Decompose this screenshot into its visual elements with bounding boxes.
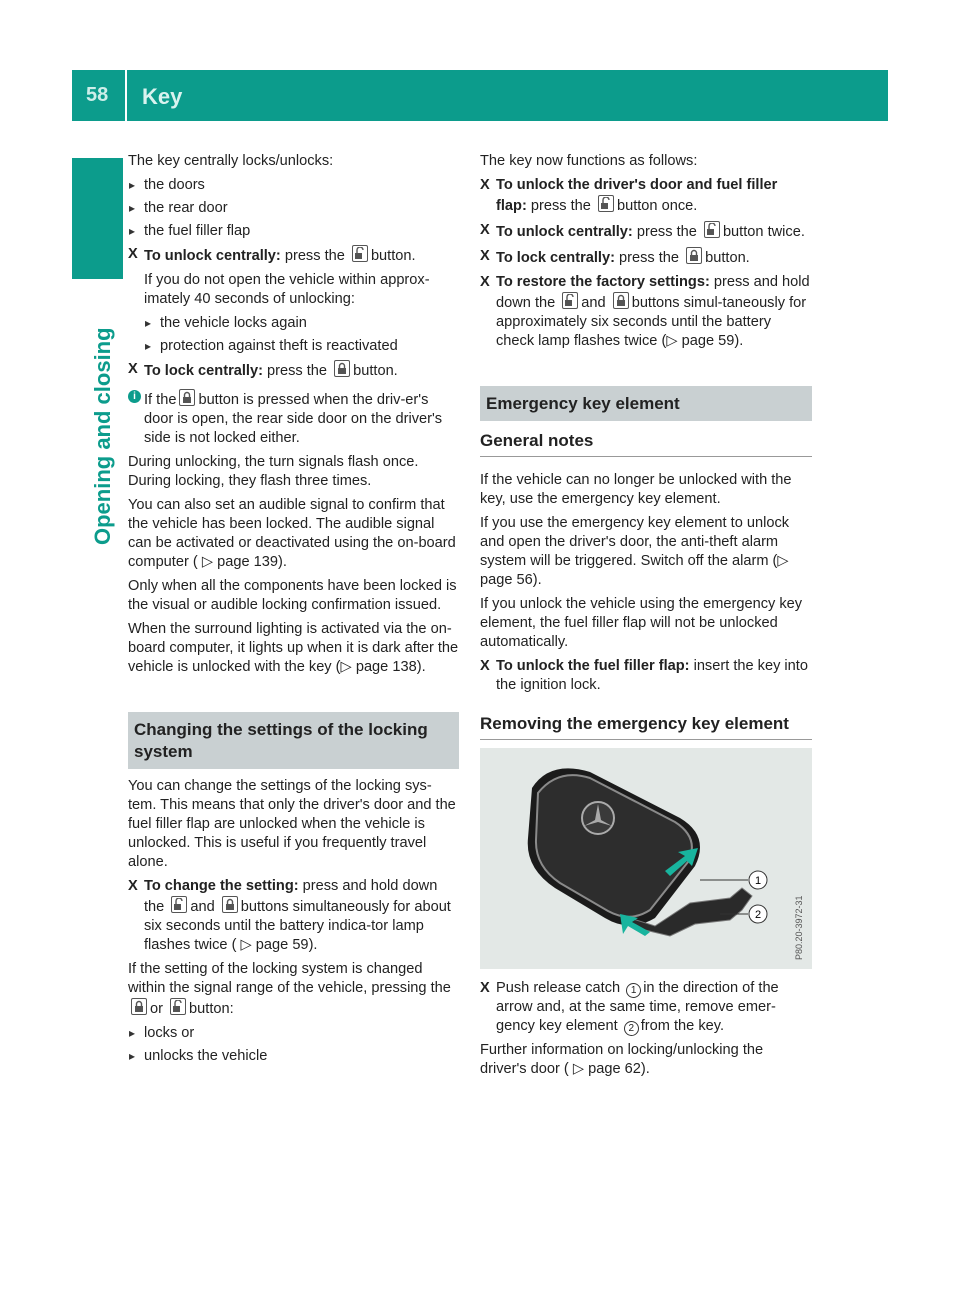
callout-2: 2 bbox=[754, 909, 762, 921]
page-link[interactable]: page 138 bbox=[355, 659, 417, 675]
lock-icon bbox=[131, 998, 147, 1015]
list-item: ▸ protection against theft is reactivated bbox=[144, 337, 459, 356]
section-heading: Emergency key element bbox=[480, 386, 812, 421]
unlock-icon bbox=[598, 195, 614, 212]
step-marker-icon: X bbox=[128, 361, 138, 377]
paragraph: If the setting of the locking system is changed within the signal range of the vehicle, pressing the or button: bbox=[128, 961, 451, 1017]
list-item: ▸ the doors bbox=[128, 176, 459, 195]
info-note: i If the button is pressed when the driv-er's door is open, the rear side door on the driver's side is not locked either. bbox=[128, 389, 459, 448]
step-label: To lock centrally: bbox=[144, 363, 263, 379]
list-item: ▸ locks or bbox=[128, 1024, 459, 1043]
step-label: To unlock centrally: bbox=[144, 248, 281, 264]
chapter-label: Opening and closing bbox=[90, 327, 115, 545]
step-marker-icon: X bbox=[480, 658, 490, 674]
page-link[interactable]: page 59 bbox=[681, 333, 735, 349]
paragraph: During unlocking, the turn signals flash once. During locking, they flash three times. bbox=[128, 454, 419, 489]
paragraph: If the vehicle can no longer be unlocked with the key, use the emergency key element. bbox=[480, 472, 792, 507]
page-header bbox=[72, 70, 888, 121]
step-lock-centrally: X To lock centrally: press the button. bbox=[480, 248, 750, 266]
callout-1-icon: 1 bbox=[626, 983, 641, 998]
paragraph: If you use the emergency key element to unlock and open the driver's door, the anti-theft alarm system will be triggered. Switch off the alarm (▷ page 56). bbox=[480, 515, 790, 588]
paragraph: Further information on locking/unlocking the driver's door ( ▷ page 62). bbox=[480, 1042, 764, 1077]
step-label: To unlock the driver's door and fuel filler flap: bbox=[496, 177, 778, 214]
page-number: 58 bbox=[86, 84, 109, 106]
figure-code: P80.20-3972-31 bbox=[794, 895, 804, 960]
page-ref-icon: ▷ bbox=[240, 937, 256, 953]
header-divider bbox=[125, 70, 127, 121]
paragraph: You can change the settings of the locking sys-tem. This means that only the driver's door and the fuel filler flap are unlocked when the vehicle is unlocked. This is useful if you frequently travel alone. bbox=[128, 778, 456, 870]
unlock-icon bbox=[352, 245, 368, 262]
step-unlock-fuel-flap: X To unlock the fuel filler flap: insert the key into the ignition lock. bbox=[480, 658, 808, 693]
page-link[interactable]: page 56 bbox=[480, 572, 533, 588]
page-link[interactable]: page 139 bbox=[217, 554, 278, 570]
unlock-icon bbox=[170, 998, 186, 1015]
page-link[interactable]: page 62 bbox=[588, 1061, 641, 1077]
key-drawing bbox=[480, 748, 812, 969]
step-marker-icon: X bbox=[480, 222, 490, 238]
list-item: ▸ unlocks the vehicle bbox=[128, 1047, 459, 1066]
step-marker-icon: X bbox=[128, 246, 138, 262]
paragraph: When the surround lighting is activated via the on-board computer, it lights up when it is dark after the vehicle is unlocked with the key (▷ page 138). bbox=[128, 621, 459, 675]
list-item: ▸ the rear door bbox=[128, 199, 459, 218]
intro-text: The key now functions as follows: bbox=[480, 153, 698, 169]
page-ref-icon: ▷ bbox=[572, 1061, 589, 1077]
step-label: To unlock the fuel filler flap: bbox=[496, 658, 690, 674]
list-item: ▸ the vehicle locks again bbox=[144, 314, 459, 333]
paragraph: You can also set an audible signal to confirm that the vehicle has been locked. The audible signal can be activated or deactivated using the on-board computer ( ▷ page 139). bbox=[128, 497, 456, 570]
subheading-general-notes: General notes bbox=[480, 431, 812, 457]
unlock-icon bbox=[704, 221, 720, 238]
info-icon: i bbox=[128, 390, 141, 403]
step-marker-icon: X bbox=[128, 878, 138, 894]
step-push-release-catch: X Push release catch 1 in the direction of the arrow and, at the same time, remove emer-gency key element 2 from the key. bbox=[480, 980, 779, 1034]
step-marker-icon: X bbox=[480, 177, 490, 193]
step-marker-icon: X bbox=[480, 980, 490, 996]
step-detail: If you do not open the vehicle within approx-imately 40 seconds of unlocking: bbox=[144, 272, 430, 307]
left-column bbox=[128, 152, 459, 1070]
step-restore-factory: X To restore the factory settings: press and hold down the and buttons simul-taneously for approximately six seconds until the battery check lamp flashes twice (▷ page 59). bbox=[480, 274, 810, 349]
step-unlock-drivers-door: X To unlock the driver's door and fuel filler flap: press the button once. bbox=[480, 177, 778, 214]
right-column bbox=[480, 152, 812, 1084]
step-label: To restore the factory settings: bbox=[496, 274, 710, 290]
paragraph: If you unlock the vehicle using the emergency key element, the fuel filler flap will not be unlocked automatically. bbox=[480, 596, 803, 650]
subheading-removing-key: Removing the emergency key element bbox=[480, 714, 812, 740]
page-link[interactable]: page 59 bbox=[255, 937, 309, 953]
lock-icon bbox=[686, 247, 702, 264]
lock-icon bbox=[222, 896, 238, 913]
section-heading: Changing the settings of the locking system bbox=[128, 712, 459, 769]
page-ref-icon: ▷ bbox=[201, 554, 218, 570]
step-marker-icon: X bbox=[480, 248, 490, 264]
step-label: To unlock centrally: bbox=[496, 224, 633, 240]
step-label: To change the setting: bbox=[144, 878, 299, 894]
page-ref-icon: ▷ bbox=[340, 659, 356, 675]
key-illustration bbox=[480, 748, 812, 969]
step-unlock-centrally: X To unlock centrally: press the button. bbox=[128, 246, 416, 264]
callout-1: 1 bbox=[754, 875, 762, 887]
unlock-icon bbox=[171, 896, 187, 913]
lock-icon bbox=[334, 360, 350, 377]
paragraph: Only when all the components have been locked is the visual or audible locking confirmation issued. bbox=[128, 578, 457, 613]
step-marker-icon: X bbox=[480, 274, 490, 290]
list-item: ▸ the fuel filler flap bbox=[128, 222, 459, 241]
page-title: Key bbox=[142, 84, 183, 109]
intro-text: The key centrally locks/unlocks: bbox=[128, 153, 334, 169]
page-ref-icon: ▷ bbox=[777, 553, 789, 569]
callout-2-icon: 2 bbox=[624, 1021, 639, 1036]
step-unlock-centrally: X To unlock centrally: press the button twice. bbox=[480, 222, 805, 240]
page-ref-icon: ▷ bbox=[666, 333, 682, 349]
step-change-setting: X To change the setting: press and hold down the and buttons simultaneously for about six seconds until the battery indica-tor lamp flashes twice ( ▷ page 59). bbox=[128, 878, 451, 953]
lock-icon bbox=[613, 292, 629, 309]
step-lock-centrally: X To lock centrally: press the button. bbox=[128, 361, 398, 379]
sidebar-tab bbox=[72, 158, 123, 279]
unlock-icon bbox=[562, 292, 578, 309]
lock-icon bbox=[179, 389, 195, 406]
step-label: To lock centrally: bbox=[496, 250, 615, 266]
